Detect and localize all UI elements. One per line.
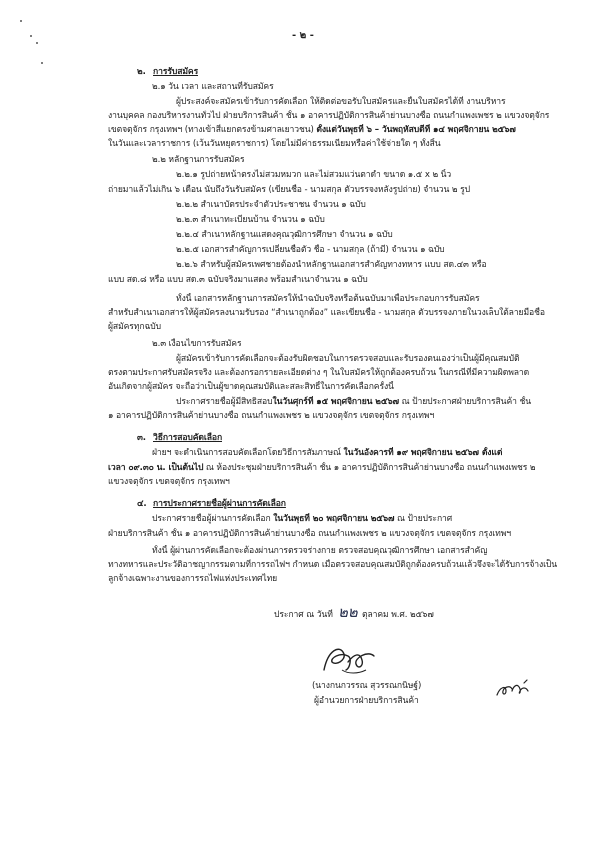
- initials-mark: [494, 679, 534, 701]
- section2-number: ๒.: [137, 67, 146, 77]
- paragraph-line: ถ่ายมาแล้วไม่เกิน ๖ เดือน นับถึงวันรับสมัคร (เขียนชื่อ - นามสกุล ตัวบรรจงหลังรูปถ่าย) จำนวน ๒ รูป: [108, 185, 470, 195]
- paragraph-line: แขวงจตุจักร เขตจตุจักร กรุงเทพฯ: [108, 477, 230, 487]
- subsection-2-2-title: ๒.๒ หลักฐานการรับสมัคร: [152, 155, 245, 165]
- page-number: - ๒ -: [292, 30, 314, 41]
- scan-speck: [36, 42, 38, 44]
- interview-date: ในวันอังคารที่ ๑๙ พฤศจิกายน ๒๕๖๗ ตั้งแต่: [343, 448, 503, 458]
- list-item: ๒.๒.๕ เอกสารสำคัญการเปลี่ยนชื่อตัว ชื่อ - นามสกุล (ถ้ามี) จำนวน ๑ ฉบับ: [176, 245, 445, 255]
- application-period: ตั้งแต่วันพุธที่ ๖ – วันพฤหัสบดีที่ ๑๔ พฤศจิกายน ๒๕๖๗: [316, 125, 516, 135]
- handwritten-day: ๒๒: [338, 603, 358, 621]
- paragraph-line: ผู้ประสงค์จะสมัครเข้ารับการคัดเลือก ให้ติดต่อขอรับใบสมัครและยื่นใบสมัครได้ที่ งานบริหาร: [176, 97, 506, 107]
- paragraph-line: [176, 396, 531, 408]
- signature: [318, 640, 388, 680]
- section2-heading: การรับสมัคร: [153, 67, 199, 77]
- paragraph-line: ลูกจ้างเฉพาะงานของการรถไฟแห่งประเทศไทย: [108, 574, 278, 584]
- scan-speck: [41, 62, 43, 64]
- paragraph-line: ๑ อาคารปฏิบัติการสินค้าย่านบางซื่อ ถนนกำแพงเพชร ๒ แขวงจตุจักร เขตจตุจักร กรุงเทพฯ: [108, 411, 435, 421]
- section4-heading: การประกาศรายชื่อผู้ผ่านการคัดเลือก: [153, 499, 286, 509]
- paragraph-line: ตรงตามประกาศรับสมัครจริง และต้องกรอกรายละเอียดต่าง ๆ ในใบสมัครให้ถูกต้องครบถ้วน ในกรณีที่มีความผิดพลาด: [108, 368, 530, 378]
- paragraph-line: [152, 513, 452, 525]
- list-item: ๒.๒.๑ รูปถ่ายหน้าตรงไม่สวมหมวก และไม่สวมแว่นตาดำ ขนาด ๑.๕ x ๒ นิ้ว: [176, 170, 452, 180]
- paragraph-line: แบบ สด.๘ หรือ แบบ สด.๓ ฉบับจริงมาแสดง พร้อมสำเนาจำนวน ๑ ฉบับ: [108, 275, 368, 285]
- scan-speck: [30, 35, 32, 37]
- paragraph-line: [152, 447, 502, 459]
- announce-date-suffix: ตุลาคม พ.ศ. ๒๕๖๗: [362, 610, 434, 620]
- text-run: ฝ่ายฯ จะดำเนินการสอบคัดเลือกโดยวิธีการสัมภาษณ์: [152, 448, 344, 458]
- signer-title: ผู้อำนวยการฝ่ายบริการสินค้า: [314, 696, 419, 706]
- paragraph-line: ผู้สมัครเข้ารับการคัดเลือกจะต้องรับผิดชอบในการตรวจสอบและรับรองตนเองว่าเป็นผู้มีคุณสมบัติ: [176, 354, 520, 364]
- list-item: ๒.๒.๔ สำเนาหลักฐานแสดงคุณวุฒิการศึกษา จำนวน ๑ ฉบับ: [176, 230, 393, 240]
- paragraph-line: ทางทหารและประวัติอาชญากรรมตามที่การรถไฟฯ กำหนด เมื่อตรวจสอบคุณสมบัติถูกต้องครบถ้วนแล้วจึงจะได้รับการจ้างเป็น: [108, 560, 558, 570]
- paragraph-line: ผู้สมัครทุกฉบับ: [108, 322, 161, 332]
- subsection-2-1-title: ๒.๑ วัน เวลา และสถานที่รับสมัคร: [152, 82, 274, 92]
- announce-date-prefix: ประกาศ ณ วันที่: [274, 610, 333, 620]
- section3-number: ๓.: [137, 433, 146, 443]
- text-run: ประกาศรายชื่อผู้มีสิทธิสอบ: [176, 397, 273, 407]
- list-item: ๒.๒.๓ สำเนาทะเบียนบ้าน จำนวน ๑ ฉบับ: [176, 215, 325, 225]
- scan-speck: [20, 20, 22, 22]
- list-item: ๒.๒.๒ สำเนาบัตรประจำตัวประชาชน จำนวน ๑ ฉบับ: [176, 200, 366, 210]
- text-run: ณ ห้องประชุมฝ่ายบริการสินค้า ชั้น ๑ อาคารปฏิบัติการสินค้าย่านบางซื่อ ถนนกำแพงเพชร ๒: [203, 463, 536, 473]
- paragraph-line: ทั้งนี้ ผู้ผ่านการคัดเลือกจะต้องผ่านการตรวจร่างกาย ตรวจสอบคุณวุฒิการศึกษา เอกสารสำคัญ: [152, 546, 488, 556]
- subsection-2-3-title: ๒.๓ เงื่อนไขการรับสมัคร: [152, 339, 242, 349]
- text-run: เขตจตุจักร กรุงเทพฯ (ทางเข้าสี่แยกตรงข้ามศาลเยาวชน): [108, 125, 317, 135]
- text-run: ณ ป้ายประกาศฝ่ายบริการสินค้า ชั้น: [399, 397, 531, 407]
- interview-time: เวลา ๐๙.๓๐ น. เป็นต้นไป: [108, 463, 204, 473]
- signer-name: (นางกนกวรรณ สุวรรณกนิษฐ์): [312, 681, 422, 691]
- paragraph-line: งานบุคคล กองบริหารงานทั่วไป ฝ่ายบริการสินค้า ชั้น ๑ อาคารปฏิบัติการสินค้าย่านบางซื่อ ถนนกำแพงเพชร ๒ แขวงจตุจักร: [108, 111, 550, 121]
- paragraph-line: อันเกิดจากผู้สมัคร จะถือว่าเป็นผู้ขาดคุณสมบัติและสละสิทธิ์ในการคัดเลือกครั้งนี้: [108, 382, 394, 392]
- section3-heading: วิธีการสอบคัดเลือก: [153, 433, 223, 443]
- section4-number: ๔.: [137, 499, 147, 509]
- paragraph-line: [108, 124, 516, 136]
- paragraph-line: ทั้งนี้ เอกสารหลักฐานการสมัครให้นำฉบับจริงหรือต้นฉบับมาเพื่อประกอบการรับสมัคร: [176, 294, 480, 304]
- text-run: ณ ป้ายประกาศ: [394, 514, 453, 524]
- list-item: ๒.๒.๖ สำหรับผู้สมัครเพศชายต้องนำหลักฐานเอกสารสำคัญทางทหาร แบบ สด.๔๓ หรือ: [176, 260, 487, 270]
- paragraph-line: [108, 462, 535, 474]
- paragraph-line: ฝ่ายบริการสินค้า ชั้น ๑ อาคารปฏิบัติการสินค้าย่านบางซื่อ ถนนกำแพงเพชร ๒ แขวงจตุจักร เขตจตุจักร กรุงเทพฯ: [108, 529, 511, 539]
- paragraph-line: สำหรับสำเนาเอกสารให้ผู้สมัครลงนามรับรอง “สำเนาถูกต้อง” และเขียนชื่อ - นามสกุล ตัวบรรจงภายในวงเล็บใต้ลายมือชื่อ: [108, 308, 545, 318]
- text-run: ประกาศรายชื่อผู้ผ่านการคัดเลือก: [152, 514, 274, 524]
- paragraph-line: ในวันและเวลาราชการ (เว้นวันหยุดราชการ) โดยไม่มีค่าธรรมเนียมหรือค่าใช้จ่ายใด ๆ ทั้งสิ้น: [108, 139, 441, 149]
- result-date: ในวันพุธที่ ๒๐ พฤศจิกายน ๒๕๖๗: [273, 514, 395, 524]
- eligible-list-date: ในวันศุกร์ที่ ๑๕ พฤศจิกายน ๒๕๖๗: [272, 397, 399, 407]
